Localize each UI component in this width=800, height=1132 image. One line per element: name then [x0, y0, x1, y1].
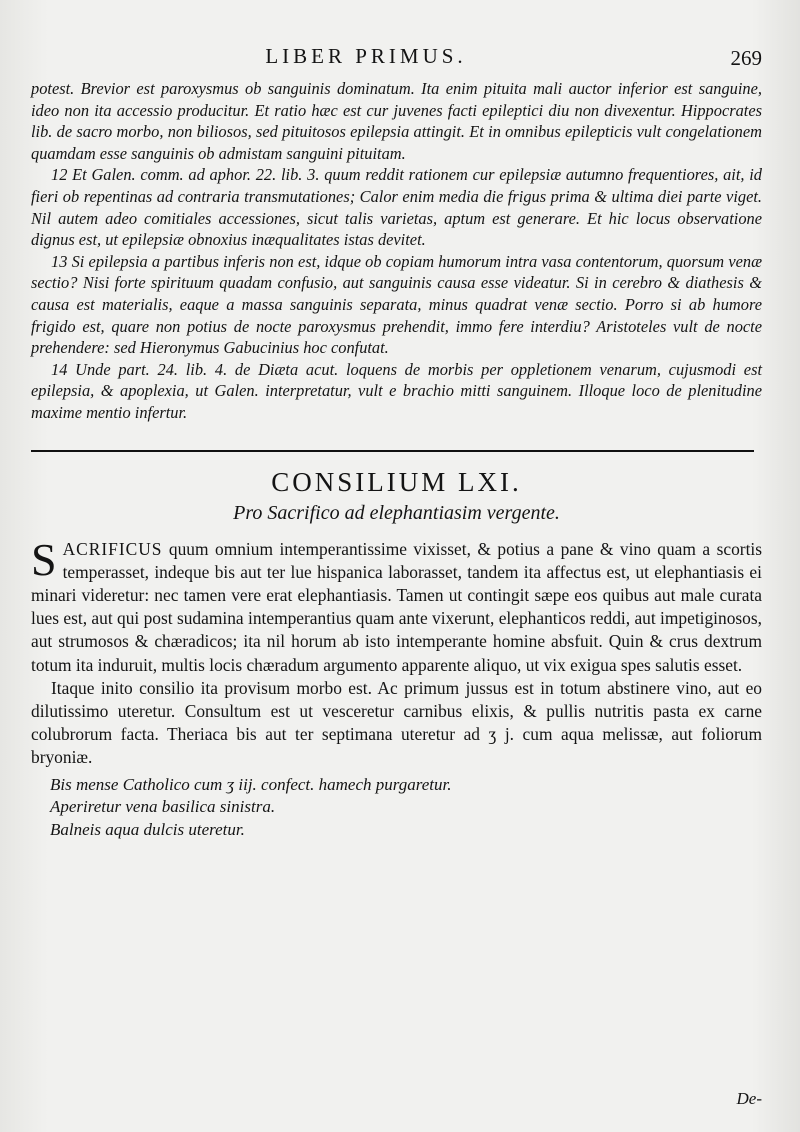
notes-block: [31, 78, 762, 424]
prescription-item: Balneis aqua dulcis uteretur.: [50, 820, 245, 840]
running-head: [31, 44, 762, 78]
paragraph-2: Itaque inito consilio ita provisum morbo est. Ac primum jussus est in totum abstinere vino, aut eo dilutissimo uteretur. Consultum est ut vesceretur carnibus elixis, & pullis nutritis pasta ex carne colubrorum facta. Theriaca bis aut ter septimana uteretur ad ʒ j. cum aqua melissæ, aut foliorum bryoniæ.: [31, 677, 762, 768]
note-12: 12 Et Galen. comm. ad aphor. 22. lib. 3. quum reddit rationem cur epilepsiæ autumno frequentiores, ait, id fieri ob repentinas ad contraria transmutationes; Calor enim media die frigus prima & ultima diei parte viget. Nil autem adeo comitiales accessiones, sicut talis varietas, aptum est generare. Et hic locus observatione dignus est, ut epilepsiæ obnoxius inæqualitates istas devitet.: [31, 165, 762, 250]
opening-word: ACRIFICUS: [62, 538, 163, 559]
consilium-body: [31, 533, 762, 842]
note-14: 14 Unde part. 24. lib. 4. de Diæta acut. loquens de morbis per oppletionem venarum, cujusmodi est epilepsia, & apoplexia, ut Galen. interpretatur, vult e brachio mitti sanguinem. Illoque loco de plenitudine maxime mentio infertur.: [31, 359, 762, 422]
prescription-item: Aperiretur vena basilica sinistra.: [50, 797, 276, 817]
prescription-list: [31, 774, 762, 842]
section-divider: [31, 450, 754, 452]
page-number: 269: [730, 46, 762, 70]
prescription-item: Bis mense Catholico cum ʒ iij. confect. hamech purgaretur.: [50, 774, 452, 794]
consilium-heading: CONSILIUM LXI.: [271, 466, 522, 497]
paragraph-1: [31, 533, 762, 677]
catchword: De-: [736, 1089, 762, 1108]
note-continuation: potest. Brevior est paroxysmus ob sanguinis dominatum. Ita enim pituita mali auctor inferior est sanguine, ideo non ita accessio producitur. Et ratio hæc est cur juvenes facti epileptici diu non divexentur. Hippocrates lib. de sacro morbo, non biliosos, sed pituitosos epilepsia attingit. Et in omnibus epilepticis vult congelationem quamdam esse sanguinis ob admistam sanguini pituitam.: [31, 79, 762, 163]
running-title: LIBER PRIMUS.: [265, 44, 467, 68]
drop-cap: S: [31, 533, 57, 585]
note-13: 13 Si epilepsia a partibus inferis non est, idque ob copiam humorum intra vasa contentorum, quorsum venæ sectio? Nisi forte spirituum quadam confusio, aut sanguinis causa esse videatur. Si in cerebro & diathesis & causa est materialis, eaque a massa sanguinis separata, minus quadrat venæ sectio. Porro si ab humore frigido est, quare non potius de nocte paroxysmus prehendit, immo fere interdiu? Aristoteles vult de nocte prehendere: sed Hieronymus Gabucinius hoc confutat.: [31, 251, 762, 358]
consilium-subtitle: Pro Sacrifico ad elephantiasim vergente.: [233, 501, 560, 524]
paragraph-1-text: quum omnium intemperantissime vixisset, & potius a pane & vino quam a scortis temperasset, indeque bis aut ter lue hispanica laborasset, tandem ita affectus est, ut elephantiasis ei minari videretur: nec tamen vere erat elephantiasis. Tamen ut contingit sæpe eos quibus aut male curata lues est, aut qui post sudamina intemperantius quam ante vixerunt, elephanticos reddi, aut impetiginosos, aut strumosos & chæradicos; ita nil horum ab isto intemperante homine absfuit. Quin & crus dextrum totum ita induruit, multis locis chæradum argumento apparente aliquo, ut vix exigua spes salutis esset.: [31, 538, 762, 675]
